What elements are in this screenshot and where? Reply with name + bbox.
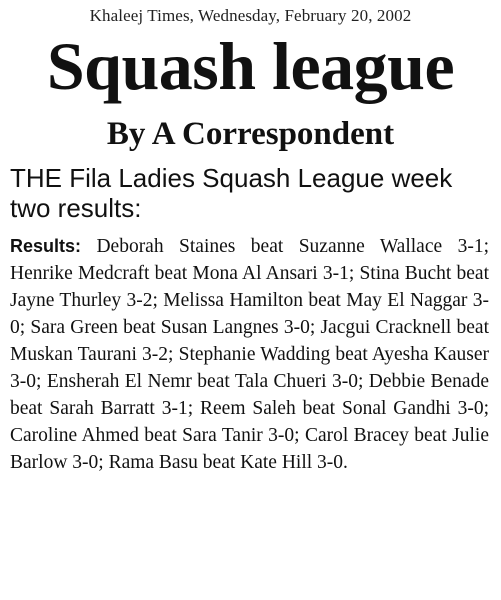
lead-paragraph: THE Fila Ladies Squash League week two results:: [10, 163, 453, 223]
results-paragraph: [10, 233, 489, 476]
results-label: Results:: [10, 236, 82, 256]
dateline: Khaleej Times, Wednesday, February 20, 2002: [89, 6, 412, 25]
results-text: Deborah Staines beat Suzanne Wallace 3-1; Henrike Medcraft beat Mona Al Ansari 3-1; Stina Bucht beat Jayne Thurley 3-2; Melissa Hamilton beat May El Naggar 3-0; Sara Green beat Susan Langnes 3-0; Jacgui Cracknell beat Muskan Taurani 3-2; Stephanie Wadding beat Ayesha Kauser 3-0; Ensherah El Nemr beat Tala Chueri 3-0; Debbie Benade beat Sarah Barratt 3-1; Reem Saleh beat Sonal Gandhi 3-0; Caroline Ahmed beat Sara Tanir 3-0; Carol Bracey beat Julie Barlow 3-0; Rama Basu beat Kate Hill 3-0.: [10, 236, 489, 473]
byline: By A Correspondent: [106, 116, 395, 152]
headline: Squash league: [46, 28, 455, 104]
